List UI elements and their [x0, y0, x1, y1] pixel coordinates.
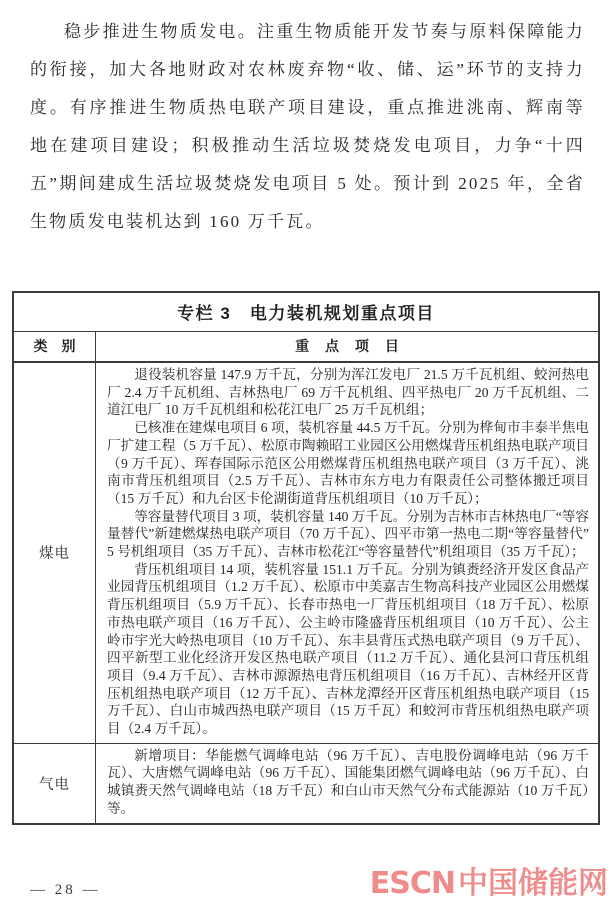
- coal-paragraph-capacity-replacement: 等容量替代项目 3 项，装机容量 140 万千瓦。分别为吉林市吉林热电厂“等容量替代”新建燃煤热电联产项目（70 万千瓦）、四平市第一热电二期“等容量替代”5 号机组项目（35 万千瓦）、吉林市松花江“等容量替代”机组项目（35 万千瓦）；: [107, 508, 589, 560]
- page-number: — 28 —: [30, 882, 101, 898]
- coal-paragraph-retired: 退役装机容量 147.9 万千瓦，分别为浑江发电厂 21.5 万千瓦机组、蛟河热电厂 2.4 万千瓦机组、吉林热电厂 69 万千瓦机组、四平热电厂 20 万千瓦机组、二道江电厂 10 万千瓦机组和松花江电厂 25 万千瓦机组；: [107, 367, 589, 418]
- intro-paragraph: 稳步推进生物质发电。注重生物质能开发节奏与原料保障能力的衔接，加大各地财政对农林废弃物“收、储、运”环节的支持力度。有序推进生物质热电联产项目建设，重点推进洮南、辉南等地在建项目建设；积极推动生活垃圾焚烧发电项目，力争“十四五”期间建成生活垃圾焚烧发电项目 5 处。预计到 2025 年，全省生物质发电装机达到 160 万千瓦。: [30, 22, 585, 231]
- table-header-row: [14, 332, 598, 363]
- watermark-cn-text: 中国储能网: [458, 866, 608, 901]
- coal-paragraph-backpressure: 背压机组项目 14 项，装机容量 151.1 万千瓦。分别为镇赉经济开发区食品产业园背压机组项目（1.2 万千瓦）、松原市中美嘉吉生物高科技产业园区公用燃煤背压机组项目（5.9 万千瓦）、长春市热电一厂背压机组项目（18 万千瓦）、松原市热电联产项目（16 万千瓦）、公主岭市隆盛背压机组项目（10 万千瓦）、公主岭市宇光大岭热电项目（10 万千瓦）、东丰县背压式热电联产项目（9 万千瓦）、四平新型工业化经济开发区热电联产项目（11.2 万千瓦）、通化县河口背压机组项目（9.4 万千瓦）、吉林市源源热电背压机组项目（16 万千瓦）、吉林经开区背压机组热电联产项目（12 万千瓦）、吉林龙潭经开区背压机组热电联产项目（15 万千瓦）、白山市城西热电联产项目（15 万千瓦）和蛟河市背压机组热电联产项目（2.4 万千瓦）。: [107, 561, 589, 737]
- panel-title: 专栏 3 电力装机规划重点项目: [14, 293, 598, 332]
- projects-cell-gas: [96, 744, 598, 823]
- watermark-logo: [369, 866, 608, 901]
- table-row-gas: [14, 744, 598, 823]
- coal-paragraph-approved: 已核准在建煤电项目 6 项，装机容量 44.5 万千瓦。分别为桦甸市丰泰半焦电厂扩建工程（5 万千瓦）、松原市陶赖昭工业园区公用燃煤背压机组热电联产项目（9 万千瓦）、珲春国际示范区公用燃煤背压机组热电联产项目（3 万千瓦）、洮南市背压机组项目（2.5 万千瓦）、吉林市东方电力有限责任公司整体搬迁项目（15 万千瓦）和九台区卡伦湖街道背压机组项目（10 万千瓦）；: [107, 420, 589, 506]
- category-cell-gas: 气电: [14, 744, 96, 823]
- column-header-category: 类 别: [14, 332, 96, 361]
- category-cell-coal: 煤电: [14, 363, 96, 743]
- table-row-coal: [14, 363, 598, 744]
- column-header-projects: 重 点 项 目: [295, 338, 405, 354]
- projects-cell-coal: [96, 363, 598, 743]
- watermark-escn-text: ESCN: [369, 866, 455, 901]
- panel-table: [12, 291, 600, 825]
- gas-paragraph-new-projects: 新增项目：华能燃气调峰电站（96 万千瓦）、吉电股份调峰电站（96 万千瓦）、大唐燃气调峰电站（96 万千瓦）、国能集团燃气调峰电站（96 万千瓦）、白城镇赉天然气调峰电站（18 万千瓦）和白山市天然气分布式能源站（10 万千瓦）等。: [107, 747, 589, 816]
